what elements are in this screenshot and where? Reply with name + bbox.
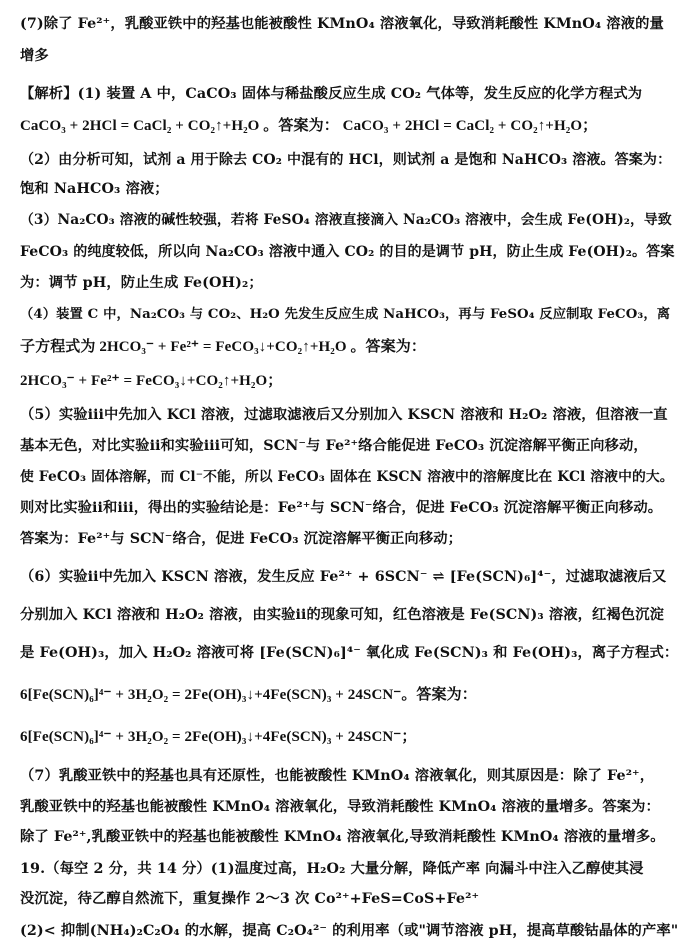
- text-line: （2）由分析可知，试剂 a 用于除去 CO₂ 中混有的 HCl，则试剂 a 是饱和 NaHCO₃ 溶液。答案为：: [20, 152, 672, 168]
- text-line: (2)< 抑制(NH₄)₂C₂O₄ 的水解，提高 C₂O₄²⁻ 的利用率（或"调节溶液 pH，提高草酸钴晶体的产率": [20, 923, 679, 939]
- text-line: 增多: [20, 48, 49, 64]
- text-line: （7）乳酸亚铁中的羟基也具有还原性，也能被酸性 KMnO₄ 溶液氧化，则其原因是：除了 Fe²⁺，: [20, 768, 655, 784]
- text-line: （6）实验ⅱ中先加入 KSCN 溶液，发生反应 Fe²⁺ + 6SCN⁻ ⇌ [Fe(SCN)₆]⁴⁻，过滤取滤液后又: [20, 569, 667, 585]
- text-line: 【解析】(1) 装置 A 中，CaCO₃ 固体与稀盐酸反应生成 CO₂ 气体等，发生反应的化学方程式为: [20, 86, 643, 102]
- text-line: 19.（每空 2 分，共 14 分）(1)温度过高，H₂O₂ 大量分解，降低产率 向漏斗中注入乙醇使其浸: [20, 861, 644, 877]
- text-line: 6[Fe(SCN)₆]⁴⁻ + 3H₂O₂ = 2Fe(OH)₃↓+4Fe(SCN)₃ + 24SCN⁻。答案为：: [20, 687, 477, 703]
- text-line: (7)除了 Fe²⁺，乳酸亚铁中的羟基也能被酸性 KMnO₄ 溶液氧化，导致消耗酸性 KMnO₄ 溶液的量: [20, 16, 664, 32]
- text-line: 是 Fe(OH)₃，加入 H₂O₂ 溶液可将 [Fe(SCN)₆]⁴⁻ 氧化成 Fe(SCN)₃ 和 Fe(OH)₃，离子方程式：: [20, 645, 679, 661]
- text-line: 则对比实验ⅱ和ⅲ，得出的实验结论是：Fe²⁺与 SCN⁻络合，促进 FeCO₃ 沉淀溶解平衡正向移动。: [20, 500, 663, 516]
- text-line: 6[Fe(SCN)₆]⁴⁻ + 3H₂O₂ = 2Fe(OH)₃↓+4Fe(SCN)₃ + 24SCN⁻；: [20, 729, 417, 745]
- text-line: FeCO₃ 的纯度较低，所以向 Na₂CO₃ 溶液中通入 CO₂ 的目的是调节 pH，防止生成 Fe(OH)₂。答案: [20, 244, 675, 260]
- text-line: （5）实验ⅲ中先加入 KCl 溶液，过滤取滤液后又分别加入 KSCN 溶液和 H₂O₂ 溶液，但溶液一直: [20, 407, 668, 423]
- text-line: 饱和 NaHCO₃ 溶液；: [20, 181, 169, 197]
- text-line: 为：调节 pH，防止生成 Fe(OH)₂；: [20, 275, 263, 291]
- text-line: （4）装置 C 中，Na₂CO₃ 与 CO₂、H₂O 先发生反应生成 NaHCO₃，再与 FeSO₄ 反应制取 FeCO₃，离: [20, 307, 671, 322]
- text-line: CaCO₃ + 2HCl = CaCl₂ + CO₂↑+H₂O 。答案为： CaCO₃ + 2HCl = CaCl₂ + CO₂↑+H₂O；: [20, 118, 598, 134]
- text-line: 基本无色，对比实验ⅱ和实验ⅲ可知，SCN⁻与 Fe²⁺络合能促进 FeCO₃ 沉淀溶解平衡正向移动，: [20, 438, 648, 454]
- text-line: 除了 Fe²⁺,乳酸亚铁中的羟基也能被酸性 KMnO₄ 溶液氧化,导致消耗酸性 KMnO₄ 溶液的量增多。: [20, 829, 665, 845]
- text-line: 2HCO₃⁻ + Fe²⁺ = FeCO₃↓+CO₂↑+H₂O；: [20, 373, 283, 389]
- text-line: 乳酸亚铁中的羟基也能被酸性 KMnO₄ 溶液氧化，导致消耗酸性 KMnO₄ 溶液的量增多。答案为：: [20, 799, 660, 815]
- text-line: 分别加入 KCl 溶液和 H₂O₂ 溶液，由实验ⅱ的现象可知，红色溶液是 Fe(SCN)₃ 溶液，红褐色沉淀: [20, 607, 664, 623]
- text-line: （3）Na₂CO₃ 溶液的碱性较强，若将 FeSO₄ 溶液直接滴入 Na₂CO₃ 溶液中，会生成 Fe(OH)₂，导致: [20, 212, 672, 228]
- text-line: 答案为：Fe²⁺与 SCN⁻络合，促进 FeCO₃ 沉淀溶解平衡正向移动；: [20, 531, 463, 547]
- text-line: 没沉淀，待乙醇自然流下，重复操作 2～3 次 Co²⁺+FeS=CoS+Fe²⁺: [20, 891, 480, 907]
- text-line: 使 FeCO₃ 固体溶解，而 Cl⁻不能，所以 FeCO₃ 固体在 KSCN 溶液中的溶解度比在 KCl 溶液中的大。: [20, 469, 674, 485]
- text-line: 子方程式为 2HCO₃⁻ + Fe²⁺ = FeCO₃↓+CO₂↑+H₂O 。答案为：: [20, 339, 426, 355]
